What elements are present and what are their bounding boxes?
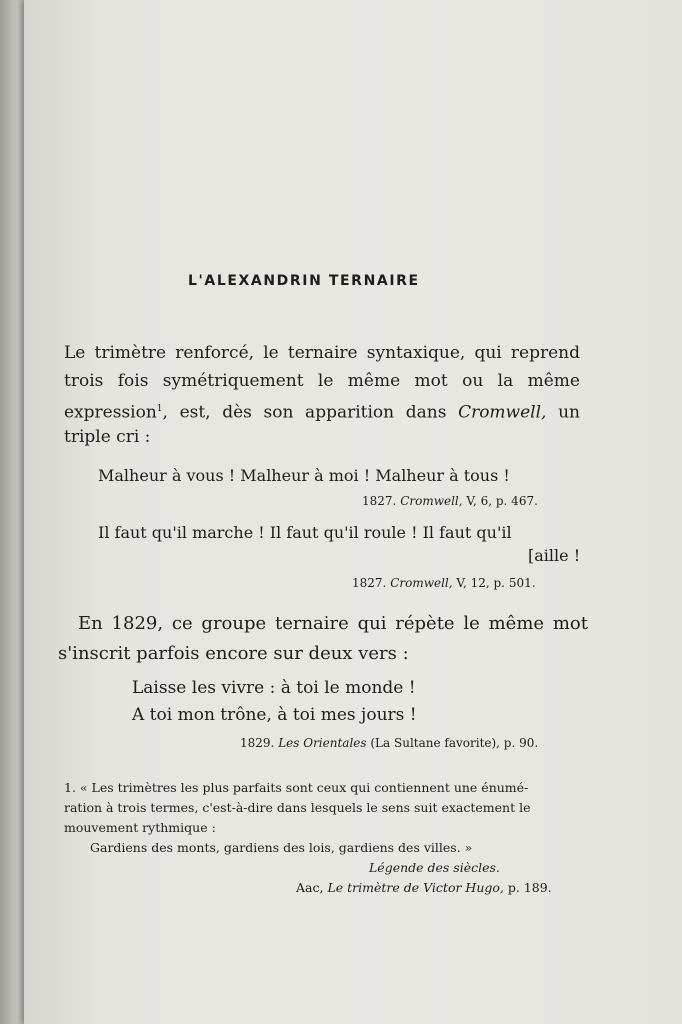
source-reference: (La Sultane favorite), p. 90. <box>370 736 539 750</box>
footnote-text <box>64 778 596 898</box>
quote-3-source <box>240 736 538 750</box>
source-reference: V, 6, p. 467. <box>466 494 538 508</box>
quote-3-verse-1: Laisse les vivre : à toi le monde ! <box>132 678 416 698</box>
citation-author: Aac, <box>296 880 324 895</box>
source-year: 1827. <box>352 576 387 590</box>
quote-1-verse: Malheur à vous ! Malheur à moi ! Malheur à tous ! <box>98 466 510 485</box>
citation-work: Le trimètre de Victor Hugo, <box>327 880 504 895</box>
footnote-line-1 <box>64 778 596 798</box>
source-work: Cromwell, <box>390 576 453 590</box>
source-work: Cromwell, <box>400 494 463 508</box>
text-span: expression <box>64 402 157 423</box>
footnote-line-2: ration à trois termes, c'est-à-dire dans lesquels le sens suit exactement le <box>64 800 531 815</box>
source-work: Les Orientales <box>278 736 367 750</box>
paragraph-1-line-2: trois fois symétriquement le même mot ou la même <box>64 371 580 391</box>
text-span: « Les trimètres les plus parfaits sont ceux qui contiennent une énumé- <box>79 780 529 795</box>
footnote-verse: Gardiens des monts, gardiens des lois, gardiens des villes. » <box>90 840 473 855</box>
source-reference: V, 12, p. 501. <box>456 576 536 590</box>
text-span: un <box>546 402 580 423</box>
paragraph-2-line-1: En 1829, ce groupe ternaire qui répète le même mot <box>78 613 588 634</box>
source-year: 1829. <box>240 736 275 750</box>
chapter-heading: L'ALEXANDRIN TERNAIRE <box>188 273 420 289</box>
source-year: 1827. <box>362 494 397 508</box>
source-work: Légende des siècles. <box>369 860 500 875</box>
quote-2-continuation: [aille ! <box>528 546 581 565</box>
text-span: , est, dès son apparition dans <box>162 402 459 423</box>
footnote-verse-source <box>64 858 596 878</box>
paragraph-1-line-3 <box>64 396 580 427</box>
quote-3-verse-2: A toi mon trône, à toi mes jours ! <box>132 705 417 725</box>
footnote-line-3: mouvement rythmique : <box>64 820 216 835</box>
footnote-citation <box>64 878 596 898</box>
paragraph-1-line-1: Le trimètre renforcé, le ternaire syntaxique, qui reprend <box>64 343 580 363</box>
footnote-marker: 1. <box>64 780 76 795</box>
work-title: Cromwell, <box>458 402 547 423</box>
footnote-reference: 1 <box>156 404 163 414</box>
quote-2-verse: Il faut qu'il marche ! Il faut qu'il roule ! Il faut qu'il <box>98 523 512 542</box>
citation-reference: p. 189. <box>507 880 552 895</box>
quote-1-source <box>362 494 538 508</box>
quote-2-source <box>352 576 536 590</box>
paragraph-2-line-2: s'inscrit parfois encore sur deux vers : <box>58 643 409 664</box>
adjacent-page-edge <box>0 0 24 1024</box>
paragraph-1-line-4: triple cri : <box>64 427 151 447</box>
